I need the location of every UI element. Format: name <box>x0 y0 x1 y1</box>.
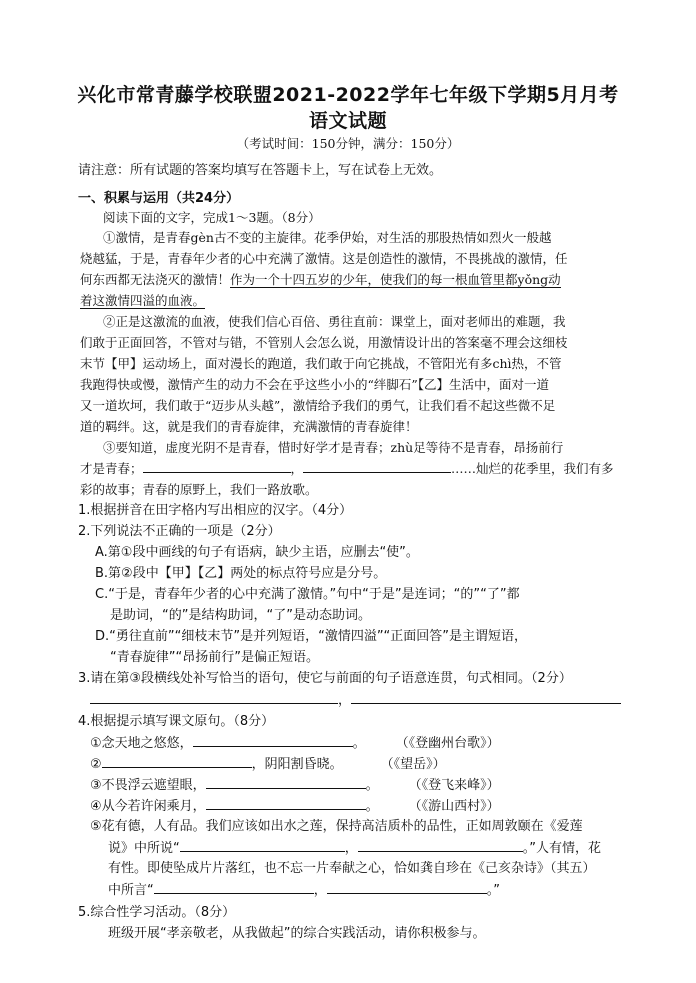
question-4-item-5-line2: 说》中所说“ ， 。”人有情，花 <box>108 838 601 859</box>
question-5: 5.综合性学习活动。（8分） <box>78 905 236 920</box>
source-title: （《游山西村》） <box>408 799 500 814</box>
passage-p1-line2: 烧越猛，于是，青春年少者的心中充满了激情。这是创造性的激情，不畏挑战的激情，任 <box>80 251 568 266</box>
question-4-item-4: ④从今若许闲乘月， 。 （《游山西村》） <box>90 796 500 817</box>
question-2-option-d-cont: “青春旋律”“昂扬前行”是偏正短语。 <box>110 650 319 665</box>
source-title: （《望岳》） <box>380 757 446 772</box>
passage-p1-line3 <box>80 270 561 290</box>
passage-p2-line2: 们敢于正面回答，不管对与错，不管别人会怎么说，用激情设计出的答案毫不理会这细枝 <box>80 335 568 350</box>
question-4-item-3: ③不畏浮云遮望眼， 。 （《登飞来峰》） <box>90 775 500 796</box>
passage-p1-line4 <box>80 291 205 311</box>
question-2-option-d[interactable]: D.“勇往直前”“细枝末节”是并列短语，“激情四溢”“正面回答”是主谓短语， <box>95 629 528 644</box>
question-2: 2.下列说法不正确的一项是（2分） <box>78 524 281 539</box>
question-2-option-b[interactable]: B.第②段中【甲】【乙】两处的标点符号应是分号。 <box>95 566 387 581</box>
question-2-option-c[interactable]: C.“于是，青春年少者的心中充满了激情。”句中“于是”是连词；“的”“了”都 <box>95 587 520 602</box>
section-heading: 一、积累与运用（共24分） <box>78 191 240 206</box>
answer-blank[interactable] <box>90 690 338 704</box>
answer-blank[interactable] <box>327 880 487 894</box>
source-title: （《登飞来峰》） <box>408 778 500 793</box>
passage-p1-underlined: 作为一个十四五岁的少年，使我们的每一根血管里都yǒng动 <box>230 272 561 287</box>
passage-p1-plain: 何东西都无法浇灭的激情！ <box>80 272 231 287</box>
question-5-intro: 班级开展“孝亲敬老，从我做起”的综合实践活动，请你积极参与。 <box>108 926 486 941</box>
answer-blank[interactable] <box>143 459 291 473</box>
question-4: 4.根据提示填写课文原句。（8分） <box>78 714 275 729</box>
passage-p2-line1: ②正是这激流的血液，使我们信心百倍、勇往直前：课堂上，面对老师出的难题，我 <box>103 314 566 329</box>
answer-blank[interactable] <box>206 796 366 810</box>
question-4-item-5-line3: 有性。即使坠成片片落红，也不忘一片奉献之心，恰如龚自珍在《己亥杂诗》（其五） <box>108 861 596 876</box>
exam-title-line2: 语文试题 <box>308 110 387 132</box>
answer-blank[interactable] <box>303 459 451 473</box>
passage-p3-line2: 才是青春； ， ……灿烂的花季里，我们有多 <box>80 461 614 476</box>
answer-blank[interactable] <box>154 880 314 894</box>
passage-p3-start: 才是青春； <box>80 461 143 476</box>
passage-p1-underlined-end: 着这激情四溢的血液。 <box>80 293 206 308</box>
answer-blank[interactable] <box>358 838 523 852</box>
passage-p3-end: ……灿烂的花季里，我们有多 <box>451 461 614 476</box>
passage-p2-line5: 又一道坎坷，我们敢于“迈步从头越”，激情给予我们的勇气，让我们看不起这些微不足 <box>80 398 556 413</box>
question-4-item-2: ② ，阴阳割昏晓。 （《望岳》） <box>90 754 446 775</box>
question-4-item-5-line4: 中所言“ ， 。” <box>108 880 500 901</box>
answer-blank[interactable] <box>351 690 621 704</box>
reading-intro: 阅读下面的文字，完成1～3题。（8分） <box>103 210 321 225</box>
passage-p1-line1: ①激情，是青春gèn古不变的主旋律。花季伊始，对生活的那股热情如烈火一般越 <box>103 230 552 245</box>
exam-title-line1: 兴化市常青藤学校联盟2021-2022学年七年级下学期5月月考 <box>77 84 619 106</box>
question-2-option-a[interactable]: A.第①段中画线的句子有语病，缺少主语，应删去“使”。 <box>95 545 419 560</box>
question-1: 1.根据拼音在田字格内写出相应的汉字。（4分） <box>78 503 353 518</box>
question-3: 3.请在第③段横线处补写恰当的语句，使它与前面的句子语意连贯，句式相同。（2分） <box>78 671 572 686</box>
passage-p3-line1: ③要知道，虚度光阴不是青春，惜时好学才是青春；zhù足等待不是青春，昂扬前行 <box>103 440 564 455</box>
exam-info: （考试时间：150分钟，满分：150分） <box>236 136 460 151</box>
notice: 请注意：所有试题的答案均填写在答题卡上，写在试卷上无效。 <box>78 163 443 178</box>
question-3-answer-line: ， <box>90 690 621 711</box>
question-2-option-c-cont: 是助词，“的”是结构助词，“了”是动态助词。 <box>110 608 371 623</box>
question-4-item-1: ①念天地之悠悠， 。 （《登幽州台歌》） <box>90 733 500 754</box>
passage-p2-line6: 道的羁绊。这，就是我们的青春旋律，充满激情的青春旋律！ <box>80 419 418 434</box>
passage-p2-line3: 末节【甲】运动场上，面对漫长的跑道，我们敢于向它挑战，不管阳光有多chì热，不管 <box>80 356 562 371</box>
answer-blank[interactable] <box>180 838 345 852</box>
answer-blank[interactable] <box>102 754 252 768</box>
source-title: （《登幽州台歌》） <box>395 736 500 751</box>
question-4-item-5-line1: ⑤花有德，人有品。我们应该如出水之莲，保持高洁质朴的品性，正如周敦颐在《爱莲 <box>90 819 583 834</box>
answer-blank[interactable] <box>193 733 353 747</box>
passage-p2-line4: 我跑得快或慢，激情产生的动力不会在乎这些小小的“绊脚石”【乙】生活中，面对一道 <box>80 377 550 392</box>
passage-p3-line3: 彩的故事；青春的原野上，我们一路放歌。 <box>80 482 318 497</box>
answer-blank[interactable] <box>206 775 366 789</box>
